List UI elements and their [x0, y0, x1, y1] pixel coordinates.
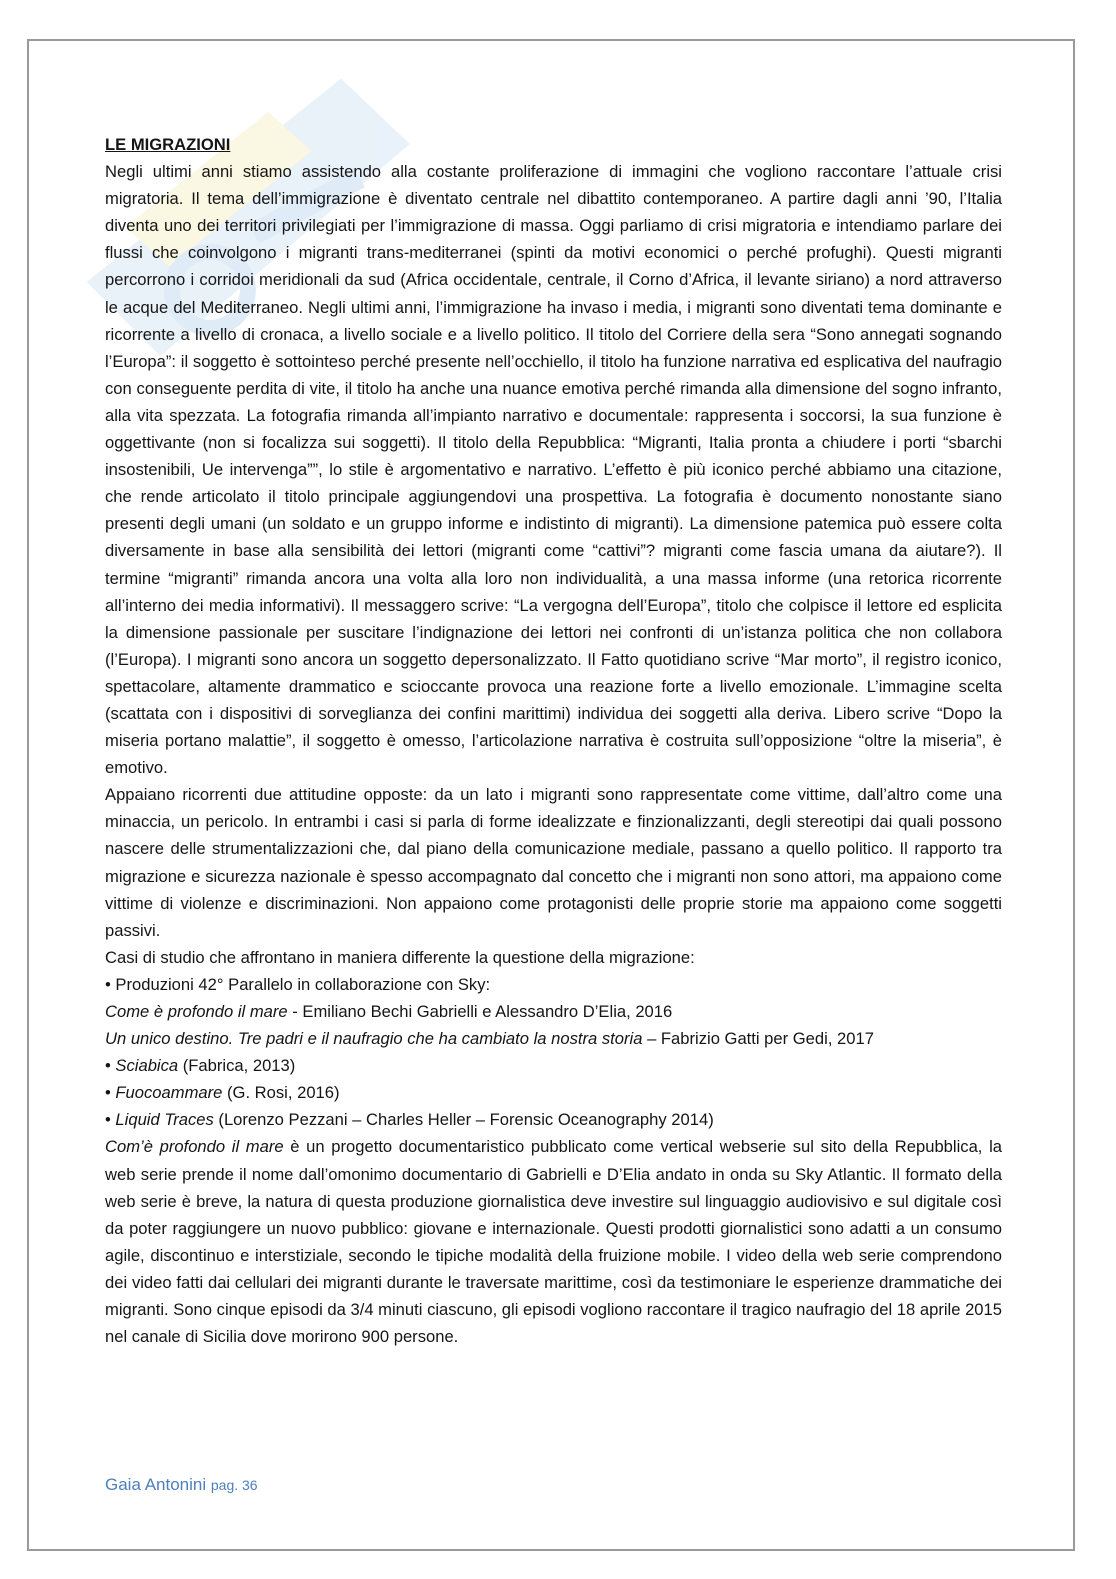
work-title: Sciabica — [115, 1056, 179, 1076]
work-title: Un unico destino. Tre padri e il naufragio che ha cambiato la nostra storia — [105, 1029, 643, 1049]
list-item: Come è profondo il mare - Emiliano Bechi Gabrielli e Alessandro D’Elia, 2016 — [105, 1002, 673, 1021]
paragraph-webserie: Com’è profondo il mare è un progetto documentaristico pubblicato come vertical webserie sul sito della Repubblica, la web serie prende il nome dall’omonimo documentario di Gabrielli e D’Elia andato in onda su Sky Atlantic. Il formato della web serie è breve, la natura di questa produzione giornalistica deve investire sul linguaggio audiovisivo e sul digitale così da poter raggiungere un nuovo pubblico: giovane e internazionale. Questi prodotti giornalistici sono adatti a un consumo agile, discontinuo e interstiziale, secondo le tipiche modalità della fruizione mobile. I video della web serie comprendono dei video fatti dai cellulari dei migranti durante le traversate marittime, così da testimoniare le esperienze drammatiche dei migranti. Sono cinque episodi da 3/4 minuti ciascuno, gli episodi vogliono raccontare il tragico naufragio del 18 aprile 2015 nel canale di Sicilia dove morirono 900 persone. — [105, 1137, 1002, 1347]
list-item: • Sciabica (Fabrica, 2013) — [105, 1056, 296, 1076]
document-body — [105, 131, 1002, 1350]
list-item: • Produzioni 42° Parallelo in collaborazione con Sky: — [105, 974, 491, 994]
page-footer — [105, 1475, 258, 1495]
work-title: Liquid Traces — [115, 1110, 214, 1130]
footer-author: Gaia Antonini — [105, 1475, 207, 1494]
paragraph-intro: Negli ultimi anni stiamo assistendo alla costante proliferazione di immagini che vogliono raccontare l’attuale crisi migratoria. Il tema dell’immigrazione è diventato centrale nel dibattito contemporaneo. A partire dagli anni ’90, l’Italia diventa uno dei territori privilegiati per l’immigrazione di massa. Oggi parliamo di crisi migratoria e intendiamo parlare dei flussi che coinvolgono i migranti trans-mediterranei (spinti da motivi economici o perché profughi). Questi migranti percorrono i corridoi meridionali da sud (Africa occidentale, centrale, il Corno d’Africa, il levante siriano) a nord attraverso le acque del Mediterraneo. Negli ultimi anni, l’immigrazione ha invaso i media, i migranti sono diventati tema dominante e ricorrente a livello di cronaca, a livello sociale e a livello politico. Il titolo del Corriere della sera “Sono annegati sognando l’Europa”: il soggetto è sottointeso perché presente nell’occhiello, il titolo ha funzione narrativa ed esplicativa del naufragio con conseguente perdita di vite, il titolo ha anche una nuance emotiva perché rimanda alla dimensione del sogno infranto, alla vita spezzata. La fotografia rimanda all’impianto narrativo e documentale: rappresenta i soccorsi, la sua funzione è oggettivante (non si focalizza sui soggetti). Il titolo della Repubblica: “Migranti, Italia pronta a chiudere i porti “sbarchi insostenibili, Ue intervenga””, lo stile è argomentativo e narrativo. L’effetto è più iconico perché abbiamo una citazione, che rende articolato il titolo principale aggiungendovi una prospettiva. La fotografia è documento nonostante siano presenti degli umani (un soldato e un gruppo informe e indistinto di migranti). La dimensione patemica può essere colta diversamente in base alla sensibilità dei lettori (migranti come “cattivi”? migranti come fascia umana da aiutare?). Il termine “migranti” rimanda ancora una volta alla loro non individualità, a una massa informe (una retorica ricorrente all’interno dei media informativi). Il messaggero scrive: “La vergogna dell’Europa”, titolo che colpisce il lettore ed esplicita la dimensione passionale per suscitare l’indignazione dei lettori nei confronti di un’istanza politica che non collabora (l’Europa). I migranti sono ancora un soggetto depersonalizzato. Il Fatto quotidiano scrive “Mar morto”, il registro iconico, spettacolare, altamente drammatico e scioccante provoca una reazione forte a livello emozionale. L’immagine scelta (scattata con i dispositivi di sorveglianza dei confini marittimi) individua dei soggetti alla deriva. Libero scrive “Dopo la miseria portano malattie”, il soggetto è omesso, l’articolazione narrativa è costruita sull’opposizione “oltre la miseria”, è emotivo. — [105, 162, 1002, 778]
list-item: Un unico destino. Tre padri e il naufragio che ha cambiato la nostra storia – Fabrizio Gatti per Gedi, 2017 — [105, 1029, 874, 1049]
section-title: LE MIGRAZIONI — [105, 135, 231, 154]
work-title: Com’è profondo il mare — [105, 1137, 284, 1157]
work-title: Come è profondo il mare — [105, 1002, 288, 1021]
work-title: Fuocoammare — [115, 1083, 223, 1103]
list-item: • Liquid Traces (Lorenzo Pezzani – Charles Heller – Forensic Oceanography 2014) — [105, 1110, 714, 1130]
list-item: • Fuocoammare (G. Rosi, 2016) — [105, 1083, 340, 1103]
page-number: pag. 36 — [210, 1477, 258, 1493]
paragraph-case-studies: Casi di studio che affrontano in maniera differente la questione della migrazione: — [105, 947, 695, 967]
paragraph-attitudes: Appaiano ricorrenti due attitudine opposte: da un lato i migranti sono rappresentate come vittime, dall’altro come una minaccia, un pericolo. In entrambi i casi si parla di forme idealizzate e finzionalizzanti, degli stereotipi dai quali possono nascere delle strumentalizzazioni che, dal piano della comunicazione mediale, passano a quello politico. Il rapporto tra migrazione e sicurezza nazionale è spesso accompagnato dal concetto che i migranti non sono attori, ma appaiono come vittime di violenze e discriminazioni. Non appaiono come protagonisti delle proprie storie ma appaiono come soggetti passivi. — [105, 785, 1002, 940]
